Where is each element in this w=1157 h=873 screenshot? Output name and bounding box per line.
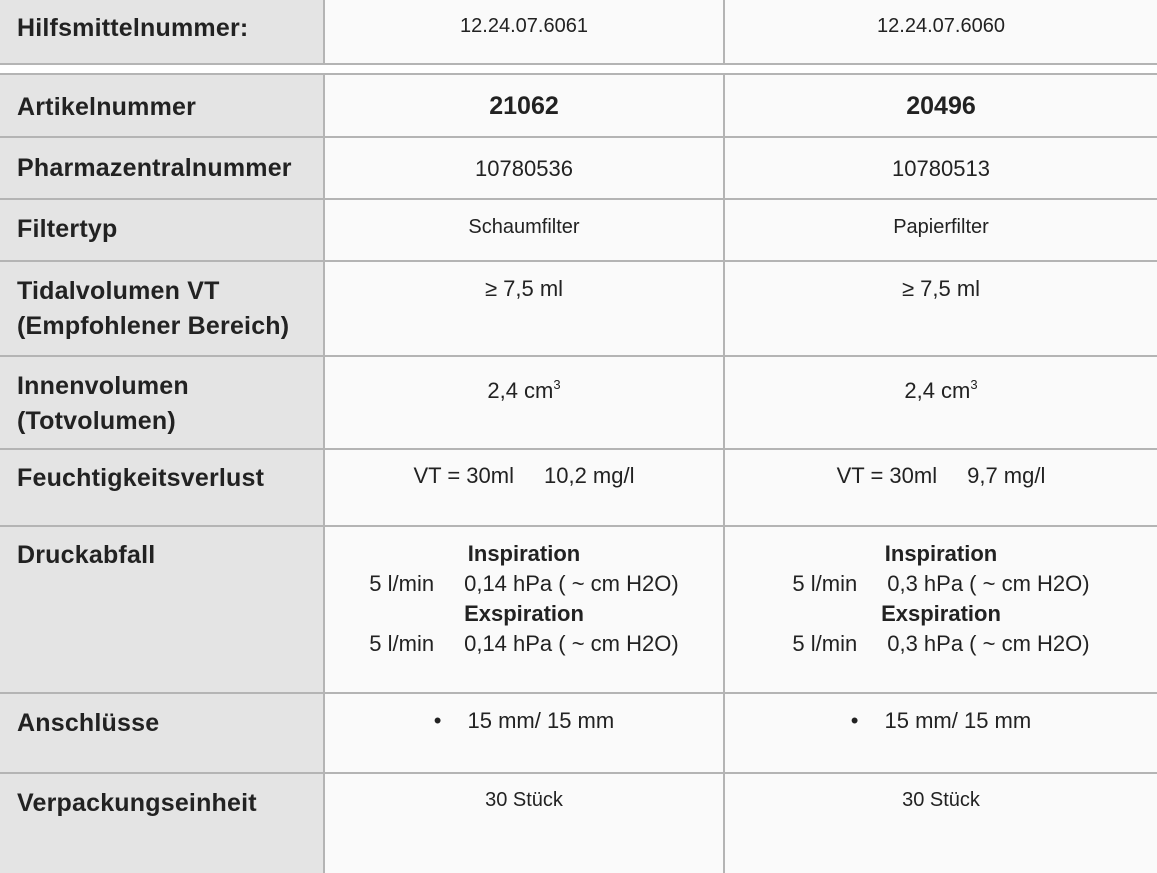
table-row [0, 199, 1157, 261]
anschluesse-text-a: 15 mm/ 15 mm [467, 708, 615, 733]
anschluesse-bullet-b: • [850, 708, 859, 733]
tidal-label [0, 261, 324, 356]
hilfsmittel-value-a: 12.24.07.6061 [324, 0, 724, 64]
druck-b-exsp-value: 0,3 hPa ( ~ cm H2O) [887, 631, 1090, 656]
druck-label: Druckabfall [0, 526, 324, 693]
table-row [0, 449, 1157, 526]
tidal-value-a: ≥ 7,5 ml [324, 261, 724, 356]
anschluesse-value-a [324, 693, 724, 773]
anschluesse-bullet-a: • [433, 708, 442, 733]
table-row [0, 261, 1157, 356]
product-spec-table [0, 73, 1157, 873]
druck-value-b [724, 526, 1157, 693]
innen-value-a-sup: 3 [553, 377, 561, 392]
table-row [0, 137, 1157, 199]
druck-a-insp-flow: 5 l/min [369, 571, 435, 596]
artikel-value-a: 21062 [324, 74, 724, 137]
table-row [0, 773, 1157, 873]
innen-value-b-text: 2,4 cm [904, 378, 971, 403]
table-row [0, 356, 1157, 449]
hilfsmittel-label: Hilfsmittelnummer: [0, 0, 324, 64]
anschluesse-value-b [724, 693, 1157, 773]
table-row [0, 693, 1157, 773]
tidal-value-b: ≥ 7,5 ml [724, 261, 1157, 356]
feucht-vt-a: VT = 30ml [413, 463, 514, 488]
verpackung-value-b: 30 Stück [724, 773, 1157, 873]
tidal-label-line1: Tidalvolumen VT [17, 277, 220, 305]
hilfsmittel-value-b: 12.24.07.6060 [724, 0, 1157, 64]
druck-b-insp-value: 0,3 hPa ( ~ cm H2O) [887, 571, 1090, 596]
druck-a-exsp-value: 0,14 hPa ( ~ cm H2O) [464, 631, 679, 656]
druck-a-insp-value: 0,14 hPa ( ~ cm H2O) [464, 571, 679, 596]
feucht-value-b [724, 449, 1157, 526]
druck-b-insp-title: Inspiration [884, 541, 998, 566]
feucht-label: Feuchtigkeitsverlust [0, 449, 324, 526]
feucht-loss-b: 9,7 mg/l [967, 463, 1046, 488]
innen-value-a-text: 2,4 cm [487, 378, 554, 403]
filtertyp-value-a: Schaumfilter [324, 199, 724, 261]
innen-label-line2: (Totvolumen) [17, 407, 176, 435]
pzn-value-a: 10780536 [324, 137, 724, 199]
druck-b-insp-flow: 5 l/min [792, 571, 858, 596]
hilfsmittel-table [0, 0, 1157, 65]
artikel-label: Artikelnummer [0, 74, 324, 137]
druck-a-exsp-flow: 5 l/min [369, 631, 435, 656]
innen-label [0, 356, 324, 449]
table-row [0, 74, 1157, 137]
innen-value-a [324, 356, 724, 449]
druck-value-a [324, 526, 724, 693]
pzn-label: Pharmazentralnummer [0, 137, 324, 199]
anschluesse-label: Anschlüsse [0, 693, 324, 773]
feucht-vt-b: VT = 30ml [836, 463, 938, 488]
artikel-value-b: 20496 [724, 74, 1157, 137]
pzn-value-b: 10780513 [724, 137, 1157, 199]
verpackung-label: Verpackungseinheit [0, 773, 324, 873]
druck-a-insp-title: Inspiration [467, 541, 581, 566]
druck-a-exsp-title: Exspiration [464, 601, 584, 626]
innen-value-b-sup: 3 [970, 377, 978, 392]
table-row [0, 526, 1157, 693]
tidal-label-line2: (Empfohlener Bereich) [17, 312, 290, 340]
innen-value-b [724, 356, 1157, 449]
filtertyp-value-b: Papierfilter [724, 199, 1157, 261]
feucht-loss-a: 10,2 mg/l [543, 463, 635, 488]
druck-b-exsp-title: Exspiration [881, 601, 1001, 626]
anschluesse-text-b: 15 mm/ 15 mm [884, 708, 1032, 733]
hilfsmittel-row [0, 0, 1157, 64]
druck-b-exsp-flow: 5 l/min [792, 631, 858, 656]
verpackung-value-a: 30 Stück [324, 773, 724, 873]
filtertyp-label: Filtertyp [0, 199, 324, 261]
feucht-value-a [324, 449, 724, 526]
innen-label-line1: Innenvolumen [17, 372, 189, 400]
